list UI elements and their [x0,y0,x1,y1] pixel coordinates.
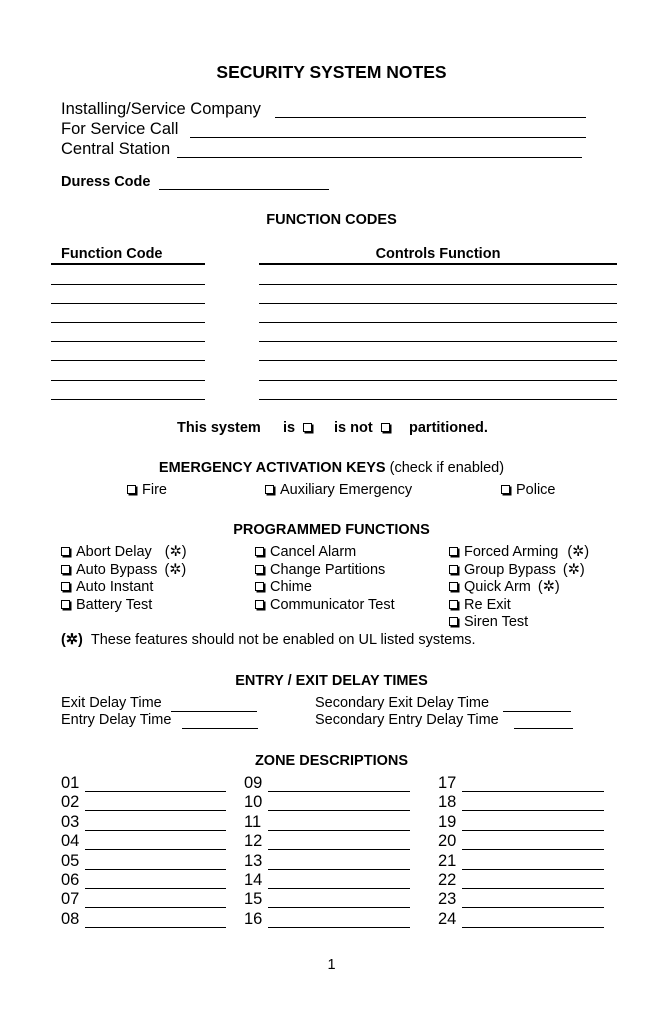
zone-description-field[interactable] [268,849,410,850]
programmed-option-label: Cancel Alarm [270,544,357,560]
zone-number: 09 [244,774,263,792]
checkbox-icon[interactable] [449,565,458,574]
programmed-option-label: Change Partitions [270,562,386,578]
zone-number: 18 [438,793,457,812]
company-field[interactable] [275,117,586,118]
controls-function-field[interactable] [259,380,617,381]
zone-description-field[interactable] [268,830,410,831]
programmed-option-label: Group Bypass [464,562,556,578]
zone-number: 15 [244,890,263,909]
zone-description-field[interactable] [85,869,226,870]
zone-number: 11 [244,812,262,831]
secondary-exit-delay-field[interactable] [503,711,571,712]
checkbox-icon[interactable] [501,485,510,494]
checkbox-icon[interactable] [61,565,70,574]
zone-number: 20 [438,832,457,851]
programmed-option[interactable] [255,544,356,560]
zone-number: 19 [438,812,457,831]
zone-number: 08 [61,909,80,928]
central-station-label: Central Station [61,140,171,158]
service-call-label: For Service Call [61,120,179,138]
function-code-col-header: Function Code [61,246,163,262]
asterisk-icon: (✲) [61,632,83,648]
partition-is-not-option[interactable] [334,420,396,436]
delay-heading: ENTRY / EXIT DELAY TIMES [235,673,428,689]
function-code-field[interactable] [51,284,205,285]
function-code-header-rule [51,263,205,265]
programmed-option-label: Chime [270,579,312,595]
function-code-field[interactable] [51,399,205,400]
emergency-option-label: Police [516,482,556,498]
checkbox-icon[interactable] [303,423,312,432]
emergency-option-label: Auxiliary Emergency [280,482,413,498]
partition-is-not-label: is not [334,420,373,436]
programmed-option[interactable] [255,597,395,613]
programmed-option[interactable] [255,562,385,578]
company-label: Installing/Service Company [61,100,261,118]
asterisk-icon: (✲) [562,562,585,578]
checkbox-icon[interactable] [61,600,70,609]
partition-is-label: is [283,420,296,436]
zone-description-field[interactable] [462,869,604,870]
programmed-option-label: Re Exit [464,597,511,613]
checkbox-icon[interactable] [449,617,458,626]
zone-number: 12 [244,832,263,851]
controls-function-header-rule [259,263,617,265]
zone-description-field[interactable] [268,907,410,908]
controls-function-field[interactable] [259,360,617,361]
programmed-option[interactable] [61,597,152,613]
zone-description-field[interactable] [462,791,604,792]
ul-footnote-text: These features should not be enabled on UL listed systems. [90,632,476,648]
zone-description-field[interactable] [462,810,604,811]
zone-description-field[interactable] [85,888,226,889]
zone-description-field[interactable] [85,927,226,928]
ul-footnote [61,632,476,648]
programmed-option-label: Forced Arming [464,544,559,560]
zone-number: 23 [438,890,457,909]
exit-delay-field[interactable] [171,711,257,712]
checkbox-icon[interactable] [127,485,136,494]
emergency-option-label: Fire [142,482,167,498]
programmed-heading: PROGRAMMED FUNCTIONS [233,522,430,538]
exit-delay-label: Exit Delay Time [61,695,162,711]
zone-description-field[interactable] [268,869,410,870]
zone-number: 10 [244,793,263,812]
secondary-entry-delay-field[interactable] [514,728,573,729]
zone-number: 02 [61,793,80,812]
programmed-option[interactable] [61,579,153,595]
zone-number: 21 [438,851,457,870]
asterisk-icon: (✲) [164,562,187,578]
zone-description-field[interactable] [462,888,604,889]
checkbox-icon[interactable] [381,423,390,432]
page-number: 1 [327,957,336,973]
checkbox-icon[interactable] [255,582,264,591]
emergency-option-police[interactable] [501,482,556,498]
programmed-option[interactable] [449,544,589,560]
asterisk-icon: (✲) [537,579,560,595]
partition-is-option[interactable] [283,420,318,436]
zone-description-field[interactable] [85,830,226,831]
programmed-option[interactable] [255,579,312,595]
checkbox-icon[interactable] [255,600,264,609]
zone-description-field[interactable] [462,830,604,831]
service-call-field[interactable] [190,137,586,138]
zone-number: 01 [61,774,80,792]
duress-label: Duress Code [61,174,151,190]
emergency-heading-note: (check if enabled) [389,460,505,476]
checkbox-icon[interactable] [255,565,264,574]
zone-heading-text: ZONE DESCRIPTIONS [254,753,409,769]
checkbox-icon[interactable] [61,547,70,556]
function-code-field[interactable] [51,303,205,304]
central-station-field[interactable] [177,157,582,158]
asterisk-icon: (✲) [567,544,590,560]
zone-heading [0,753,663,769]
controls-function-col-header: Controls Function [375,246,501,262]
asterisk-icon: (✲) [164,544,187,560]
zone-number: 07 [61,890,80,909]
partition-prefix: This system [177,420,261,436]
zone-number: 05 [61,851,80,870]
emergency-option-fire[interactable] [127,482,167,498]
programmed-option-label: Battery Test [76,597,153,613]
programmed-option-label: Abort Delay [76,544,152,560]
programmed-option-label: Quick Arm [464,579,531,595]
zone-number: 22 [438,871,457,889]
controls-function-field[interactable] [259,341,617,342]
zone-description-field[interactable] [462,849,604,850]
zone-description-field[interactable] [462,907,604,908]
zone-number: 24 [438,909,457,928]
checkbox-icon[interactable] [449,582,458,591]
emergency-heading [0,460,663,476]
programmed-option[interactable] [61,562,186,578]
zone-description-field[interactable] [268,888,410,889]
controls-function-field[interactable] [259,399,617,400]
entry-delay-label: Entry Delay Time [61,712,172,728]
zone-number: 16 [244,909,263,928]
programmed-option[interactable] [449,614,528,630]
emergency-option-auxiliary[interactable] [265,482,412,498]
partition-suffix: partitioned. [409,420,488,436]
zone-description-field[interactable] [85,907,226,908]
programmed-option-label: Communicator Test [270,597,395,613]
controls-function-field[interactable] [259,322,617,323]
zone-number: 17 [438,774,457,792]
emergency-heading-title: EMERGENCY ACTIVATION KEYS [158,460,386,476]
programmed-option[interactable] [449,597,511,613]
zone-description-field[interactable] [268,791,410,792]
checkbox-icon[interactable] [449,547,458,556]
controls-function-field[interactable] [259,284,617,285]
zone-description-field[interactable] [85,791,226,792]
duress-field[interactable] [159,189,329,190]
secondary-exit-delay-label: Secondary Exit Delay Time [315,695,490,711]
programmed-option-label: Siren Test [464,614,529,630]
checkbox-icon[interactable] [265,485,274,494]
zone-number: 06 [61,871,80,889]
zone-description-field[interactable] [268,927,410,928]
checkbox-icon[interactable] [61,582,70,591]
zone-number: 03 [61,812,80,831]
programmed-option[interactable] [449,579,560,595]
programmed-option-label: Auto Instant [76,579,154,595]
zone-description-field[interactable] [85,849,226,850]
secondary-entry-delay-label: Secondary Entry Delay Time [315,712,499,728]
checkbox-icon[interactable] [449,600,458,609]
zone-description-field[interactable] [268,810,410,811]
function-code-field[interactable] [51,380,205,381]
programmed-option[interactable] [61,544,187,560]
programmed-option[interactable] [449,562,585,578]
zone-number: 14 [244,871,263,889]
zone-description-field[interactable] [85,810,226,811]
controls-function-field[interactable] [259,303,617,304]
entry-delay-field[interactable] [182,728,258,729]
zone-number: 04 [61,832,80,851]
function-code-field[interactable] [51,360,205,361]
zone-number: 13 [244,851,263,870]
checkbox-icon[interactable] [255,547,264,556]
function-code-field[interactable] [51,341,205,342]
function-codes-heading: FUNCTION CODES [266,212,397,228]
programmed-option-label: Auto Bypass [76,562,158,578]
page-title: SECURITY SYSTEM NOTES [216,62,447,82]
zone-description-field[interactable] [462,927,604,928]
function-code-field[interactable] [51,322,205,323]
